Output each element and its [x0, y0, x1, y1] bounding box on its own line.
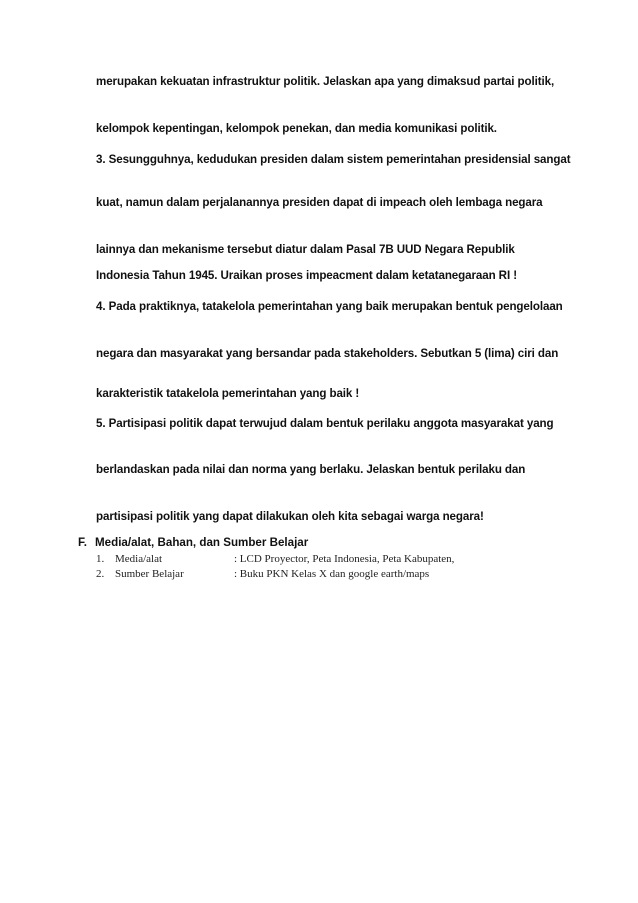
section-letter: F.	[78, 536, 88, 549]
paragraph-11	[96, 460, 576, 480]
paragraph-text: 5. Partisipasi politik dapat terwujud dalam bentuk perilaku anggota masyarakat yang	[96, 417, 554, 430]
paragraph-10	[96, 414, 576, 434]
list-label: Media/alat	[115, 553, 163, 565]
list-item	[96, 552, 454, 567]
paragraph-text: 3. Sesungguhnya, kedudukan presiden dalam sistem pemerintahan presidensial sangat	[96, 153, 571, 166]
section-title: Media/alat, Bahan, dan Sumber Belajar	[95, 536, 309, 549]
section-heading	[78, 535, 308, 551]
paragraph-text: partisipasi politik yang dapat dilakukan oleh kita sebagai warga negara!	[96, 510, 484, 523]
paragraph-text: karakteristik tatakelola pemerintahan yang baik !	[96, 387, 360, 400]
paragraph-3	[96, 150, 576, 170]
list-value: : Buku PKN Kelas X dan google earth/maps	[234, 568, 430, 580]
paragraph-text: merupakan kekuatan infrastruktur politik. Jelaskan apa yang dimaksud partai politik,	[96, 75, 555, 88]
paragraph-7	[96, 297, 576, 317]
list-label: Sumber Belajar	[115, 568, 184, 580]
paragraph-text: berlandaskan pada nilai dan norma yang berlaku. Jelaskan bentuk perilaku dan	[96, 463, 526, 476]
paragraph-12	[96, 507, 576, 527]
paragraph-text: lainnya dan mekanisme tersebut diatur dalam Pasal 7B UUD Negara Republik	[96, 243, 515, 256]
paragraph-text: negara dan masyarakat yang bersandar pada stakeholders. Sebutkan 5 (lima) ciri dan	[96, 347, 559, 360]
paragraph-text: Indonesia Tahun 1945. Uraikan proses impeacment dalam ketatanegaraan RI !	[96, 269, 517, 282]
paragraph-text: kelompok kepentingan, kelompok penekan, dan media komunikasi politik.	[96, 122, 497, 135]
paragraph-6	[96, 266, 576, 286]
resource-list	[96, 552, 454, 582]
list-item	[96, 567, 454, 582]
list-number: 2.	[96, 568, 105, 580]
paragraph-4	[96, 193, 576, 213]
list-value: : LCD Proyector, Peta Indonesia, Peta Kabupaten,	[234, 553, 455, 565]
paragraph-2	[96, 119, 576, 139]
paragraph-8	[96, 344, 576, 364]
paragraph-5	[96, 240, 576, 260]
paragraph-1	[96, 72, 576, 92]
paragraph-text: kuat, namun dalam perjalanannya presiden dapat di impeach oleh lembaga negara	[96, 196, 543, 209]
list-number: 1.	[96, 553, 105, 565]
paragraph-9	[96, 384, 576, 404]
paragraph-text: 4. Pada praktiknya, tatakelola pemerintahan yang baik merupakan bentuk pengelolaan	[96, 300, 563, 313]
